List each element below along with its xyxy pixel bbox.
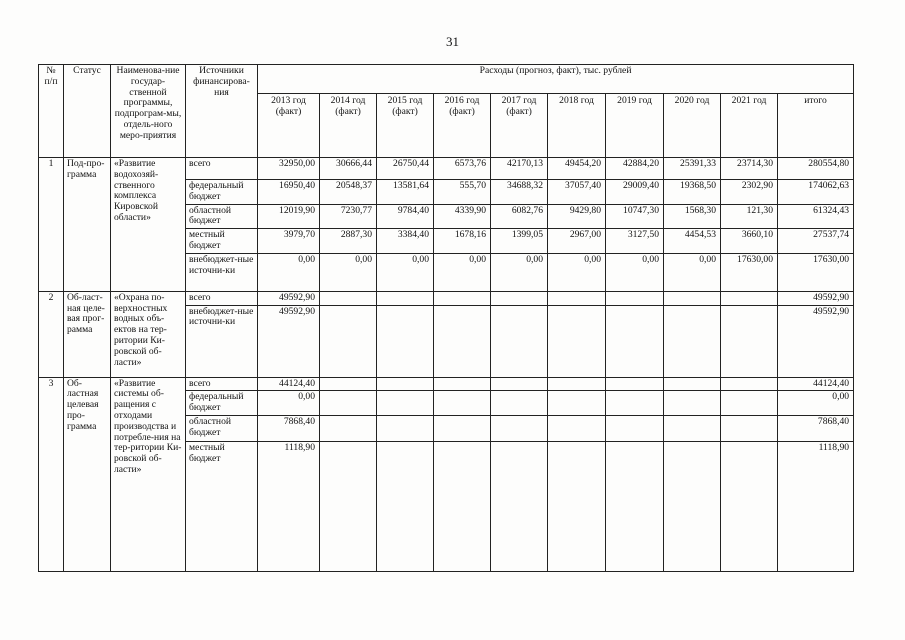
header-sources: Источники финансирова-ния	[186, 65, 258, 158]
row-program-name: «Охрана по-верхностных водных объ-ектов на тер-ритории Ки-ровской об-ласти»	[111, 291, 186, 377]
cell-total: 49592,90	[778, 305, 854, 377]
cell-value: 49592,90	[258, 305, 320, 377]
cell-value: 0,00	[434, 253, 491, 291]
cell-value	[377, 305, 434, 377]
cell-value	[721, 441, 778, 571]
cell-value: 9784,40	[377, 204, 434, 229]
cell-value: 23714,30	[721, 158, 778, 180]
cell-value: 0,00	[664, 253, 721, 291]
cell-value	[548, 377, 606, 391]
cell-value: 20548,37	[320, 180, 377, 205]
cell-value: 42884,20	[606, 158, 664, 180]
cell-value	[548, 391, 606, 416]
cell-value	[721, 391, 778, 416]
cell-value: 1399,05	[491, 229, 548, 254]
cell-value: 0,00	[258, 391, 320, 416]
cell-value: 4339,90	[434, 204, 491, 229]
cell-value	[548, 305, 606, 377]
cell-value	[434, 415, 491, 441]
cell-value: 3127,50	[606, 229, 664, 254]
cell-value	[606, 377, 664, 391]
cell-value: 3979,70	[258, 229, 320, 254]
cell-value: 26750,44	[377, 158, 434, 180]
header-year: 2013 год (факт)	[258, 94, 320, 158]
cell-value: 2967,00	[548, 229, 606, 254]
cell-value	[491, 291, 548, 305]
row-source: местный бюджет	[186, 229, 258, 254]
row-program-name: «Развитие системы об-ращения с отходами производства и потребле-ния на тер-ритории Ки-ровской об-ласти»	[111, 377, 186, 571]
cell-value	[491, 391, 548, 416]
cell-value	[434, 441, 491, 571]
cell-value: 1678,16	[434, 229, 491, 254]
header-year: 2017 год (факт)	[491, 94, 548, 158]
cell-value: 0,00	[606, 253, 664, 291]
cell-total: 27537,74	[778, 229, 854, 254]
cell-value: 37057,40	[548, 180, 606, 205]
cell-value	[664, 305, 721, 377]
cell-value: 4454,53	[664, 229, 721, 254]
cell-value	[548, 441, 606, 571]
cell-value: 2887,30	[320, 229, 377, 254]
page-number: 31	[446, 34, 459, 49]
cell-total: 49592,90	[778, 291, 854, 305]
cell-value	[664, 441, 721, 571]
cell-value	[491, 305, 548, 377]
cell-value: 32950,00	[258, 158, 320, 180]
cell-value: 3384,40	[377, 229, 434, 254]
cell-value: 10747,30	[606, 204, 664, 229]
cell-value	[606, 291, 664, 305]
cell-value: 44124,40	[258, 377, 320, 391]
cell-total: 280554,80	[778, 158, 854, 180]
cell-value	[377, 441, 434, 571]
cell-value: 13581,64	[377, 180, 434, 205]
header-year: 2021 год	[721, 94, 778, 158]
header-name: Наименова-ние государ-ственной программы, подпрограм-мы, отдель-ного меро-приятия	[111, 65, 186, 158]
cell-value: 9429,80	[548, 204, 606, 229]
cell-value	[606, 441, 664, 571]
cell-value	[606, 305, 664, 377]
expenses-table	[38, 64, 854, 572]
cell-value	[320, 305, 377, 377]
cell-value	[664, 391, 721, 416]
cell-value	[721, 377, 778, 391]
cell-value	[664, 377, 721, 391]
cell-value: 12019,90	[258, 204, 320, 229]
row-source: всего	[186, 291, 258, 305]
cell-value	[434, 391, 491, 416]
cell-value: 7230,77	[320, 204, 377, 229]
header-row-top	[39, 65, 854, 94]
header-year: 2014 год (факт)	[320, 94, 377, 158]
header-year: 2015 год (факт)	[377, 94, 434, 158]
cell-value: 1118,90	[258, 441, 320, 571]
cell-total: 44124,40	[778, 377, 854, 391]
table-row	[39, 291, 854, 305]
cell-value	[377, 391, 434, 416]
header-expenses: Расходы (прогноз, факт), тыс. рублей	[258, 65, 854, 94]
cell-value: 34688,32	[491, 180, 548, 205]
cell-value: 3660,10	[721, 229, 778, 254]
cell-total: 61324,43	[778, 204, 854, 229]
cell-total: 17630,00	[778, 253, 854, 291]
row-source: внебюджет-ные источни-ки	[186, 253, 258, 291]
cell-value: 7868,40	[258, 415, 320, 441]
cell-total: 174062,63	[778, 180, 854, 205]
cell-value: 0,00	[320, 253, 377, 291]
cell-value	[491, 441, 548, 571]
table-row	[39, 377, 854, 391]
cell-value	[548, 415, 606, 441]
row-source: федеральный бюджет	[186, 391, 258, 416]
cell-value: 6573,76	[434, 158, 491, 180]
cell-total: 7868,40	[778, 415, 854, 441]
cell-value	[434, 305, 491, 377]
cell-value	[664, 415, 721, 441]
cell-value: 19368,50	[664, 180, 721, 205]
row-source: областной бюджет	[186, 204, 258, 229]
header-status: Статус	[64, 65, 111, 158]
cell-value	[320, 377, 377, 391]
row-number: 1	[39, 158, 64, 292]
cell-value	[377, 377, 434, 391]
row-source: всего	[186, 377, 258, 391]
header-year: 2016 год (факт)	[434, 94, 491, 158]
cell-value	[721, 415, 778, 441]
cell-value	[377, 415, 434, 441]
cell-value: 42170,13	[491, 158, 548, 180]
row-source: местный бюджет	[186, 441, 258, 571]
cell-value: 29009,40	[606, 180, 664, 205]
row-source: всего	[186, 158, 258, 180]
cell-value	[320, 441, 377, 571]
header-num: № п/п	[39, 65, 64, 158]
row-number: 2	[39, 291, 64, 377]
header-total: итого	[778, 94, 854, 158]
row-source: внебюджет-ные источни-ки	[186, 305, 258, 377]
header-year: 2020 год	[664, 94, 721, 158]
row-status: Об-ластная целевая про-грамма	[64, 377, 111, 571]
header-year: 2018 год	[548, 94, 606, 158]
cell-value: 0,00	[491, 253, 548, 291]
cell-value: 0,00	[377, 253, 434, 291]
cell-value	[721, 305, 778, 377]
cell-value: 555,70	[434, 180, 491, 205]
row-program-name: «Развитие водохозяй-ственного комплекса Кировской области»	[111, 158, 186, 292]
cell-value	[491, 377, 548, 391]
cell-value	[606, 415, 664, 441]
cell-value: 17630,00	[721, 253, 778, 291]
cell-value	[491, 415, 548, 441]
table-row	[39, 158, 854, 180]
row-number: 3	[39, 377, 64, 571]
cell-value	[434, 291, 491, 305]
cell-value	[664, 291, 721, 305]
cell-total: 1118,90	[778, 441, 854, 571]
row-source: областной бюджет	[186, 415, 258, 441]
row-source: федеральный бюджет	[186, 180, 258, 205]
cell-value: 0,00	[258, 253, 320, 291]
cell-value: 2302,90	[721, 180, 778, 205]
cell-value: 49592,90	[258, 291, 320, 305]
cell-value	[320, 291, 377, 305]
header-year: 2019 год	[606, 94, 664, 158]
cell-value	[606, 391, 664, 416]
cell-value: 49454,20	[548, 158, 606, 180]
cell-value: 121,30	[721, 204, 778, 229]
cell-value: 0,00	[548, 253, 606, 291]
cell-value	[320, 391, 377, 416]
cell-value	[548, 291, 606, 305]
cell-value	[434, 377, 491, 391]
cell-value: 25391,33	[664, 158, 721, 180]
row-status: Об-ласт-ная целе-вая прог-рамма	[64, 291, 111, 377]
cell-value	[320, 415, 377, 441]
cell-value: 30666,44	[320, 158, 377, 180]
row-status: Под-про-грамма	[64, 158, 111, 292]
cell-value: 1568,30	[664, 204, 721, 229]
cell-value	[377, 291, 434, 305]
cell-value: 6082,76	[491, 204, 548, 229]
cell-value	[721, 291, 778, 305]
cell-total: 0,00	[778, 391, 854, 416]
cell-value: 16950,40	[258, 180, 320, 205]
